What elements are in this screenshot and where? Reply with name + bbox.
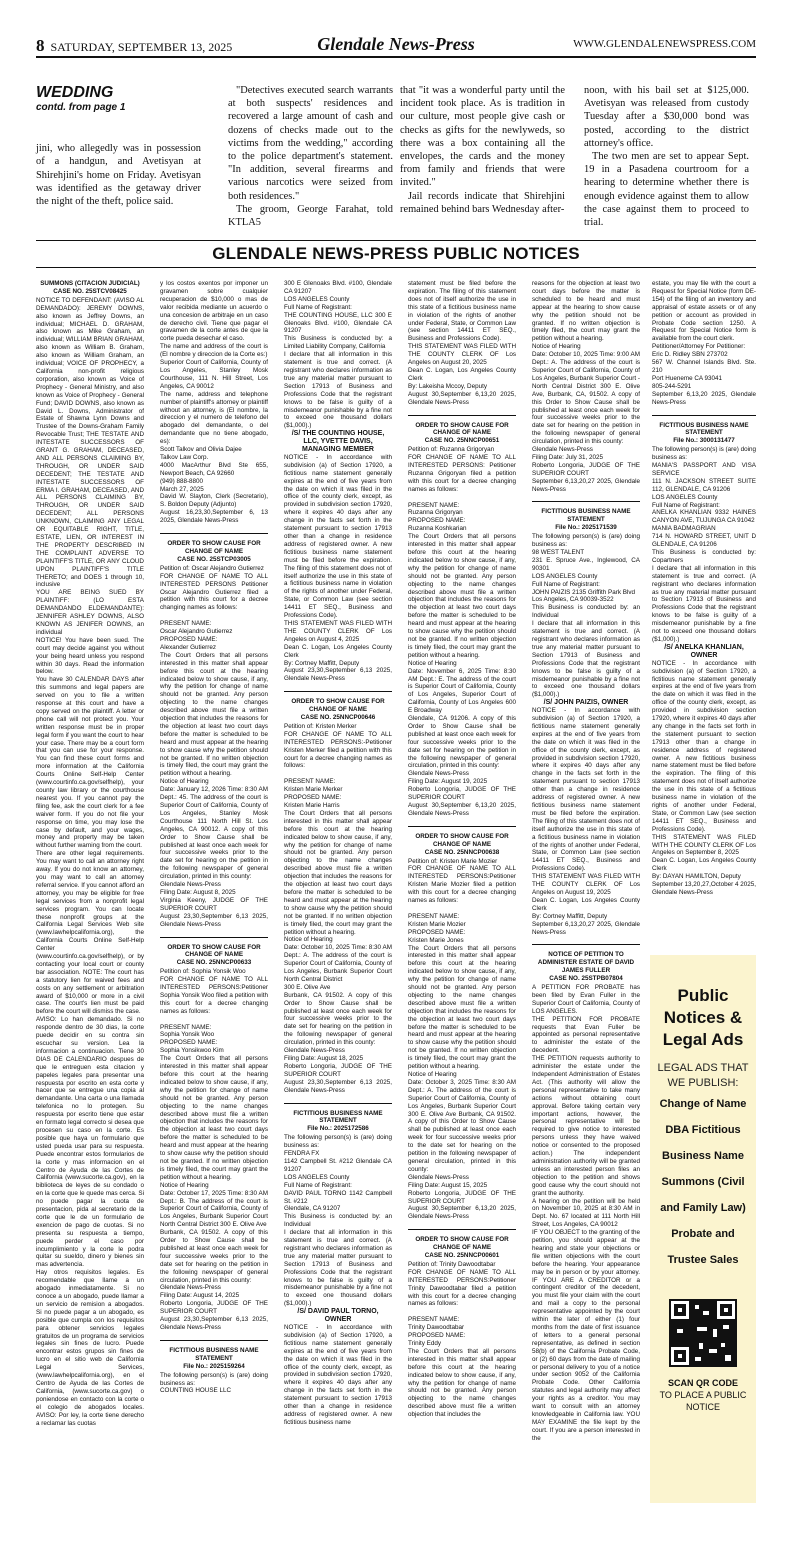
notice-fictitious-business xyxy=(160,1347,268,1395)
qr-finder xyxy=(671,1301,689,1319)
notice-divider xyxy=(652,415,756,416)
issue-date: SATURDAY, SEPTEMBER 13, 2025 xyxy=(50,40,233,54)
notice-summons-cont xyxy=(160,280,268,525)
notice-body: Petition of: Oscar Alejandro Gutierrez FOR CHANGE OF NAME TO ALL INTERESTED PERSONS Petitioner Oscar Alejandro Gutierrez filed a petition with this court for a decree changing names as follows: PRESENT NAME: Oscar Alejandro Gutierrez PROPOSED NAME: Alexander Gutierrez The Court Orders that all persons interested in this matter shall appear before this court at the hearing indicated below to show cause, if any, why the petition for change of name should not be granted. Any person objecting to the name changes described above must file a written objection that includes the reasons for the objection at least two court days before the matter is scheduled to be heard and must appear at the hearing to show cause why the petition should not be granted. If no written objection is timely filed, the court may grant the petition without a hearing. Notice of Hearing Date: January 12, 2026 Time: 8:30 AM Dept.: 45. The address of the court is Superior Court of California, County of Los Angeles, Stanley Mosk Courthouse 111 North Hill St. Los Angeles, CA 90012. A copy of this Order to Show Cause shall be published at least once each week for four successive weeks prior to the date set for hearing on the petition in the following newspaper of general circulation, printed in this county: Glendale News-Press Filing Date: August 8, 2025 Virginia Keeny, JUDGE OF THE SUPERIOR COURT August 23,30,September 6,13 2025, Glendale News-Press xyxy=(160,564,268,928)
qr-module xyxy=(709,1349,717,1353)
notice-body: 300 E Glenoaks Blvd. #100, Glendale CA 91207 LOS ANGELES County Full Name of Registrant: THE COUNTING HOUSE, LLC 300 E Glenoaks Blvd. #100, Glendale CA 91207 This Business is conducted by: a Limited Liability Company, California I declare that all information in this statement is true and correct. (A registrant who declares information as true any material matter pursuant to Section 17913 of Business and Professions Code that the registrant knows to be false is guilty of a misdemeanor punishable by a fine not to exceed one thousand dollars ($1,000).) xyxy=(284,280,392,430)
notice-body: A PETITION FOR PROBATE has been filed by Evan Fuller in the Superior Court of California, County of LOS ANGELES. THE PETITION FOR PROBATE requests that Evan Fuller be appointed as personal representative to administer the estate of the decedent. THE PETITION requests authority to administer the estate under the Independent Administration of Estates Act. (This authority will allow the personal representative to take many actions without obtaining court approval. Before taking certain very important actions, however, the personal representative will be required to give notice to interested persons unless they have waived notice or consented to the proposed action.) The independent administration authority will be granted unless an interested person files an objection to the petition and shows good cause why the court should not grant the authority. A hearing on the petition will be held on November 10, 2025 at 8:30 AM in Dept. No. 67 located at 111 North Hill Street, Los Angeles, CA 90012 IF YOU OBJECT to the granting of the petition, you should appear at the hearing and state your objections or file written objections with the court before the hearing. Your appearance may be in person or by your attorney. IF YOU ARE A CREDITOR or a contingent creditor of the decedent, you must file your claim with the court and mail a copy to the personal representative appointed by the court within the later of either (1) four months from the date of first issuance of letters to a general personal representative, as defined in section 58(b) of the California Probate Code, or (2) 60 days from the date of mailing or personal delivery to you of a notice under section 9052 of the California Probate Code. Other California statutes and legal authority may affect your rights as a creditor. You may want to consult with an attorney knowledgeable in California law. YOU MAY EXAMINE the file kept by the court. If you are a person interested in the xyxy=(532,984,640,1442)
story-continuation xyxy=(36,84,756,229)
promo-scan-text xyxy=(650,1377,756,1413)
notice-divider xyxy=(408,826,516,827)
qr-code-icon[interactable] xyxy=(669,1299,737,1367)
notice-divider xyxy=(532,944,640,945)
qr-module xyxy=(703,1311,709,1315)
notice-body: Petition of: Trinity Dawoodtabar FOR CHANGE OF NAME TO ALL INTERESTED PERSONS:Petitioner Trinity Dawoodtabar filed a petition with this court for a decree changing names as follows: PRESENT NAME: Trinity Dawoodtabar PROPOSED NAME: Trinity Eddy The Court Orders that all persons interested in this matter shall appear before this court at the hearing indicated below to show cause, if any, why the petition for change of name should not be granted. Any person objecting to the name changes described above must file a written objection that includes the xyxy=(408,1260,516,1419)
notice-title: ORDER TO SHOW CAUSE FOR CHANGE OF NAME CASE NO. 25NNCP00646 xyxy=(291,698,385,722)
story-col-3 xyxy=(400,84,565,216)
notice-fictitious-business xyxy=(652,422,756,897)
notice-divider xyxy=(160,1340,268,1341)
notice-title: FICTITIOUS BUSINESS NAME STATEMENT File No.: 2025172586 xyxy=(293,1109,383,1133)
story-paragraph: The groom, George Farahat, told KTLA5 xyxy=(228,203,393,229)
story-paragraph: jini, who allegedly was in possession of a handgun, and Avetisyan at Shirehjini's home on Friday. Avetisyan was identified as the getaway driver the night of the theft, police said. xyxy=(36,143,201,208)
notice-body: y los costos exentos por imponer un gravamen sobre cualquier recuperacion de $10,000 o mas de valor recibida mediante un acuerdo o una concesion de arbitraje en un caso de derecho civil. Tiene que pagar el gravamen de la corte antes de que la corte pueda desechar el caso. The name and address of the court is (El nombre y direccion de la Corte es:) Superior Court of California, County of Los Angeles, Stanley Mosk Courthouse, 111 N. Hill Street, Los Angeles, CA 90012 The name, address and telephone number of plaintiff's attorney or plaintiff without an attorney, is (El nombre, la direccion y el numero de telefono del abogado del demandante, o del demandante que no tiene abogado, es): Scott Talkov and Olivia Dajee Talkov Law Corp. 4000 MacArthur Blvd Ste 655, Newport Beach, CA 92660 (949) 888-8800 March 27, 2025 David W. Slayton, Clerk (Secretario), S. Boldon Deputy (Adjunto) August 16,23,30,September 6, 13 2025, Glendale News-Press xyxy=(160,280,268,525)
promo-item: and Family Law) xyxy=(660,1202,746,1214)
notice-divider xyxy=(408,1229,516,1230)
notice-body: reasons for the objection at least two court days before the matter is scheduled to be heard and must appear at the hearing to show cause why the petition should not be granted. If no written objection is timely filed, the court may grant the petition without a hearing. Notice of Hearing Date: October 10, 2025 Time: 9:00 AM Dept.: A. The address of the court is Superior Court of California, County of Los Angeles, Burbank Superior Court - North Central District 300 E. Olive Ave, Burbank, CA, 91502. A copy of this Order to Show Cause shall be published at least once each week for four successive weeks prior to the date set for hearing on the petition in the following newspaper of general circulation, printed in this county: Glendale News-Press Filing Date: July 31, 2025 Roberto Longoria, JUDGE OF THE SUPERIOR COURT September 6,13,20,27 2025, Glendale News-Press xyxy=(532,280,640,493)
notice-body: NOTICE - In accordance with subdivision (a) of Section 17920, a fictitious name statement generally expires at the end of five years from the date on which it was filed in the office of the county clerk, except, as provided in subdivision section 17920, where it expires 40 days after any change in the facts set forth in the statement pursuant to section 17913 other than a change in residence address of registered owner. A new fictitious business name statement must be filed before the expiration. The filing of this statement does not of itself authorize the use in this state of a fictitious business name in violation of the rights of another under Federal, State, or Common Law (see section 14411 ET SEQ., Business and Professions Code). THIS STATEMENT WAS FILED WITH THE COUNTY CLERK OF Los Angeles on September 8, 2025 Dean C. Logan, Los Angeles County Clerk By: DAYAN HAMILTON, Deputy September 13,20,27,October 4 2025, Glendale News-Press xyxy=(652,659,756,896)
notice-name-change xyxy=(408,1236,516,1419)
story-kicker: WEDDING xyxy=(36,84,114,101)
notice-title: ORDER TO SHOW CAUSE FOR CHANGE OF NAME CASE NO. 25NNCP00638 xyxy=(415,832,509,856)
notice-title: FICTITIOUS BUSINESS NAME STATEMENT File No.: 2025159264 xyxy=(169,1346,259,1370)
qr-module xyxy=(699,1343,703,1349)
notice-body: The following person(s) is (are) doing business as: COUNTING HOUSE LLC xyxy=(160,1371,268,1395)
qr-finder xyxy=(717,1301,735,1319)
promo-item: Change of Name xyxy=(659,1098,747,1110)
story-col-1 xyxy=(36,84,201,208)
notice-body: NOTICE TO DEFENDANT: (AVISO AL DEMANDADO): JEREMY DOWNS, also known as Jeffrey Downs, an individual; MICHAEL D. GRAHAM, also known as Mike Graham, an individual; WILLIAM BRIAN GRAHAM, also known as William B. Graham, also known as William Graham, an individual; VOICE OF PROPHECY, a California non-profit religious corporation, also known as Voice of Prophecy - General Ministry, and also known as Voice of Prophecy - General Fund; DAVID DOWNS, also known as David L. Downs, Administrator of Estate of Shawna Lynn Downs and Trustee of the Downs-Graham Family Revocable Trust; THE TESTATE AND INTESTATE SUCCESSORS OF GRANT G. GRAHAM, DECEASED, AND ALL PERSONS CLAIMING BY, THROUGH, OR UNDER SAID DECEDENT; THE TESTATE AND INTESTATE SUCCESSORS OF ERMA I. GRAHAM, DECEASED, AND ALL PERSONS CLAIMING BY, THROUGH, OR UNDER SAID DECEDENT; ALL PERSONS UNKNOWN, CLAIMING ANY LEGAL OR EQUITABLE RIGHT, TITLE, ESTATE, LIEN, OR INTEREST IN THE PROPERTY DESCRIBED IN THE COMPLAINT ADVERSE TO PLAINTIFF'S TITLE, OR ANY CLOUD UPON PLAINTIFF'S TITLE THERETO; and DOES 1 through 10, inclusive YOU ARE BEING SUED BY PLAINTIFF: (LO ESTA DEMANDANDO ELDEMANDANTE): JENNIFER ASHLEY DOWNS, ALSO KNOWN AS JENIFER DOWNS, an individual NOTICE! You have been sued. The court may decide against you without your being heard unless you respond within 30 days. Read the information below. You have 30 CALENDAR DAYS after this summons and legal papers are served on you to file a written response at this court and have a copy served on the plaintiff. A letter or phone call will not protect you. Your written response must be in proper legal form if you want the court to hear your case. There may be a court form that you can use for your response. You can find these court forms and more information at the California Courts Online Self-Help Center (www.courtinfo.ca.gov/selfhelp), your county law library or the courthouse nearest you. If you cannot pay the filing fee, ask the court clerk for a fee waiver form. If you do not file your response on time, you may lose the case by default, and your wages, money and property may be taken without further warning from the court. There are other legal requirements. You may want to call an attorney right away. If you do not know an attorney, you may want to call an attorney referral service. If you cannot afford an attorney, you may be eligible for free legal services from a nonprofit legal services program. You can locate these nonprofit groups at the California Legal Services Web site (www.lawhelpcalifornia.org), the California Courts Online Self-Help Center (www.courtinfo.ca.gov/selfhelp), or by contacting your local court or county bar association. NOTE: The court has a statutory lien for waived fees and costs on any settlement or arbitration award of $10,000 or more in a civil case. The court's lien must be paid before the court will dismiss the case. AVISO: Lo han demandado. Si no responde dentro de 30 dias, la corte puede decidir en su contra sin escuchar su version. Lea la informacion a continuacion. Tiene 30 DIAS DE CALENDARIO despues de que le entreguen esta citacion y papeles legales para presentar una respuesta por escrito en esta corte y hacer que se entregue una copia al demandante. Una carta o una llamada telefonica no lo protegen. Su respuesta por escrito tiene que estar en formato legal correcto si desea que procesen su caso en la corte. Es posible que haya un formulario que usted pueda usar para su respuesta. Puede encontrar estos formularios de la corte y mas informacion en el Centro de Ayuda de las Cortes de California (www.sucorte.ca.gov), en la biblioteca de leyes de su condado o en la corte que le quede mas cerca. Si no puede pagar la cuota de presentacion, pida al secretario de la corte que le de un formulario de exencion de pago de cuotas. Si no presenta su respuesta a tiempo, puede perder el caso por incumplimiento y la corte le podra quitar su sueldo, dinero y bienes sin mas advertencia. Hay otros requisitos legales. Es recomendable que llame a un abogado inmediatamente. Si no conoce a un abogado, puede llamar a un servicio de remision a abogados. Si no puede pagar a un abogado, es posible que cumpla con los requisitos para obtener servicios legales gratuitos de un programa de servicios legales sin fines de lucro. Puede encontrar estos grupos sin fines de lucro en el sitio web de California Legal Services, (www.lawhelpcalifornia.org), en el Centro de Ayuda de las Cortes de California, (www.sucorte.ca.gov) o poniendose en contacto con la corte o el colegio de abogados locales. AVISO: Por ley, la corte tiene derecho a reclamar las cuotas xyxy=(36,296,144,1427)
qr-module xyxy=(695,1357,701,1361)
masthead xyxy=(36,34,756,58)
notice-body: Petition of: Sophia Yonsik Woo FOR CHANGE OF NAME TO ALL INTERESTED PERSONS:Petitioner Sophia Yonsik Woo filed a petition with this court for a decree changing names as follows: PRESENT NAME: Sophia Yonsik Woo PROPOSED NAME: Sophia Yonsikwoo Kim The Court Orders that all persons interested in this matter shall appear before this court at the hearing indicated below to show cause, if any, why the petition for change of name should not be granted. Any person objecting to the name changes described above must file a written objection that includes the reasons for the objection at least two court days before the matter is scheduled to be heard and must appear at the hearing to show cause why the petition should not be granted. If no written objection is timely filed, the court may grant the petition without a hearing. Notice of Hearing Date: October 17, 2025 Time: 8:30 AM Dept.: B. The address of the court is Superior Court of California, County of Los Angeles, Burbank Superior Court North Central District 300 E. Olive Ave Burbank, CA 91502. A copy of this Order to Show Cause shall be published at least once each week for four successive weeks prior to the date set for hearing on the petition in the following newspaper of general circulation, printed in this county: Glendale News-Press Filing Date: August 14, 2025 Roberto Longoria, JUDGE OF THE SUPERIOR COURT August 23,30,September 6,13 2025, Glendale News-Press xyxy=(160,968,268,1331)
notice-divider xyxy=(284,1103,392,1104)
promo-item: DBA Fictitious xyxy=(665,1124,741,1136)
promo-item-list xyxy=(650,1091,756,1273)
promo-item: Business Name xyxy=(662,1150,744,1162)
notice-column-5 xyxy=(532,280,640,1451)
notice-fictitious-business xyxy=(284,1110,392,1427)
story-jump-line: contd. from page 1 xyxy=(36,102,126,113)
notice-name-change xyxy=(160,540,268,928)
notice-signature: /S/ DAVID PAUL TORNO, OWNER xyxy=(297,1308,379,1324)
notice-body: The following person(s) is (are) doing business as: 98 WEST TALENT 231 E. Spruce Ave., Inglewood, CA 90301 LOS ANGELES County Full Name of Registrant: JOHN PAIZIS 2135 Griffith Park Blvd Los Angeles, CA 90039-3522 This Business is conducted by: an Individual I declare that all information in this statement is true and correct. (A registrant who declares information as true any material matter pursuant to Section 17913 of Business and Professions Code that the registrant knows to be false is guilty of a misdemeanor punishable by a fine not to exceed one thousand dollars ($1,000).) xyxy=(532,533,640,699)
section-title: GLENDALE NEWS-PRESS PUBLIC NOTICES xyxy=(212,244,580,263)
notice-column-1 xyxy=(36,280,144,1435)
qr-module xyxy=(697,1327,707,1331)
notice-probate-cont xyxy=(652,280,756,407)
notice-body: Petition of: Kristen Merker FOR CHANGE OF NAME TO ALL INTERESTED PERSONS:-Petitioner Kristen Merker filed a petition with this court for a decree changing names as follows: PRESENT NAME: Kristen Marie Merker PROPOSED NAME: Kristen Marie Harris The Court Orders that all persons interested in this matter shall appear before this court at the hearing indicated below to show cause, if any, why the petition for change of name should not be granted. Any person objecting to the name changes described above must file a written objection that includes the reasons for the objection at least two court days before the matter is scheduled to be heard and must appear at the hearing to show cause why the petition should not be granted. If no written objection is timely filed, the court may grant the petition without a hearing. Notice of Hearing Date: October 10, 2025 Time: 8:30 AM Dept.: A. The address of the court is Superior Court of California, County of Los Angeles, Burbank Superior Court North Central District 300 E. Olive Ave Burbank, CA 91502. A copy of this Order to Show Cause shall be published at least once each week for four successive weeks prior to the date set for hearing on the petition in the following newspaper of general circulation, printed in this county: Glendale News-Press Filing Date: August 18, 2025 Roberto Longoria, JUDGE OF THE SUPERIOR COURT August 23,30,September 6,13 2025, Glendale News-Press xyxy=(284,722,392,1094)
notice-body: NOTICE - In accordance with subdivision (a) of Section 17920, a fictitious name statement generally expires at the end of five years from the date on which it was filed in the office of the county clerk, except, as provided in subdivision section 17920, where it expires 40 days after any change in the facts set forth in the statement pursuant to section 17913 other than a change in residence address of registered owner. A new fictitious business name statement must be filed before the expiration. The filing of this statement does not of itself authorize the use in this state of a fictitious business name in violation of the rights of another under Federal, State, or Common Law (see section 14411 ET SEQ., Business and Professions Code). THIS STATEMENT WAS FILED WITH THE COUNTY CLERK OF Los Angeles on August 4, 2025 Dean C. Logan, Los Angeles County Clerk By: Cortney Maffitt, Deputy August 23,30,September 6,13 2025, Glendale News-Press xyxy=(284,453,392,683)
notice-divider xyxy=(284,691,392,692)
notice-body: statement must be filed before the expiration. The filing of this statement does not of itself authorize the use in this state of a fictitious business name in violation of the rights of another under Federal, State, or Common Law (see section 14411 ET SEQ., Business and Professions Code). THIS STATEMENT WAS FILED WITH THE COUNTY CLERK OF Los Angeles on August 20, 2025 Dean C. Logan, Los Angeles County Clerk By: Lakeisha Mccoy, Deputy August 30,September 6,13,20 2025, Glendale News-Press xyxy=(408,280,516,406)
notice-body: The following person(s) is (are) doing business as: MANIA'S PASSPORT AND VISA SERVICE 111 N. JACKSON STREET SUITE 112, GLENDALE, CA 91206 LOS ANGELES County Full Name of Registrant: ANELKA KHANLIAN 9332 HAINES CANYON AVE, TUJUNGA CA 91042 MANIA BADMAGRIAN 714 N. HOWARD STREET, UNIT D GLENDALE, CA 91206 This Business is conducted by: Copartners I declare that all information in this statement is true and correct. (A registrant who declares information as true any material matter pursuant to Section 17913 of Business and Professions Code that the registrant knows to be false is guilty of a misdemeanor punishable by a fine not to exceed one thousand dollars ($1,000).) xyxy=(652,446,756,643)
notice-title: NOTICE OF PETITION TO ADMINISTER ESTATE OF DAVID JAMES FULLER CASE NO. 25STPB07804 xyxy=(537,951,635,983)
notice-fictitious-business-cont xyxy=(284,280,392,683)
story-paragraph: "Detectives executed search warrants at both suspects' residences and recovered a large amount of cash and dozens of checks made out to the victims from the wedding," according to the police department's statement. "In addition, several firearms and various narcotics were seized from both residences." xyxy=(228,85,393,202)
story-col-2 xyxy=(228,84,393,229)
notice-column-2 xyxy=(160,280,268,1403)
notice-column-3 xyxy=(284,280,392,1435)
promo-item: Trustee Sales xyxy=(667,1254,739,1266)
public-notices-header xyxy=(36,240,756,268)
story-paragraph: noon, with his bail set at $125,000. Avetisyan was released from custody Tuesday after a $30,000 bond was posted, according to the district attorney's office. xyxy=(584,85,749,149)
promo-lead: LEGAL ADS THAT WE PUBLISH: xyxy=(657,1062,749,1089)
qr-module xyxy=(723,1325,729,1329)
notice-divider xyxy=(160,937,268,938)
qr-module xyxy=(721,1343,725,1347)
notice-fictitious-business xyxy=(532,508,640,936)
notice-title: ORDER TO SHOW CAUSE FOR CHANGE OF NAME CASE NO. 25NNCP00601 xyxy=(415,1236,509,1260)
page-number: 8 xyxy=(36,36,45,55)
promo-item: Summons (Civil xyxy=(661,1176,745,1188)
notice-name-change xyxy=(284,698,392,1094)
notice-name-change xyxy=(160,944,268,1332)
qr-module xyxy=(725,1355,731,1361)
newspaper-title: Glendale News-Press xyxy=(317,34,475,54)
notice-body: Petition of: Kristen Marie Mozier FOR CHANGE OF NAME TO ALL INTERESTED PERSONS:Petitioner Kristen Marie Mozier filed a petition with this court for a decree changing names as follows: PRESENT NAME: Kristen Marie Mozier PROPOSED NAME: Kristen Marie Jones The Court Orders that all persons interested in this matter shall appear before this court at the hearing indicated below to show cause, if any, why the petition for change of name should not be granted. Any person objecting to the name changes described above must file a written objection that includes the reasons for the objection at least two court days before the matter is scheduled to be heard and must appear at the hearing to show cause why the petition should not be granted. If no written objection is timely filed, the court may grant the petition without a hearing. Notice of Hearing Date: October 3, 2025 Time: 8:30 AM Dept.: A. The address of the court is Superior Court of California, County of Los Angeles, Burbank Superior Court 300 E. Olive Ave Burbank, CA 91502. A copy of this Order to Show Cause shall be published at least once each week for four successive weeks prior to the date set for hearing on the petition in the following newspaper of general circulation, printed in this county: Glendale News-Press Filing Date: August 15, 2025 Roberto Longoria, JUDGE OF THE SUPERIOR COURT August 30,September 6,13,20 2025, Glendale News-Press xyxy=(408,857,516,1221)
notice-body: estate, you may file with the court a Request for Special Notice (form DE-154) of the filing of an inventory and appraisal of estate assets or of any petition or account as provided in Probate Code section 1250. A Request for Special Notice form is available from the court clerk. Petitioner/Attorney For Petitioner: Eric D. Ridley SBN 273702 567 W. Channel Islands Blvd. Ste. 210 Port Hueneme CA 93041 805-244-5291 September 6,13,20 2025, Glendale News-Press xyxy=(652,280,756,406)
notice-name-change xyxy=(408,833,516,1221)
notice-column-6 xyxy=(652,280,756,905)
notice-name-change xyxy=(408,422,516,818)
notice-summons xyxy=(36,280,144,1427)
notice-name-change-cont xyxy=(532,280,640,493)
notice-title: FICTITIOUS BUSINESS NAME STATEMENT File No.: 2025171539 xyxy=(541,508,631,532)
scan-qr-subtext: TO PLACE A PUBLIC NOTICE xyxy=(659,1390,747,1412)
legal-ads-promo xyxy=(650,955,756,1503)
notice-divider xyxy=(532,501,640,502)
website-url[interactable]: WWW.GLENDALENEWSPRESS.COM xyxy=(573,38,756,50)
notice-divider xyxy=(160,533,268,534)
notice-divider xyxy=(408,415,516,416)
promo-item: Probate and xyxy=(671,1228,735,1240)
story-col-4 xyxy=(584,84,749,229)
notice-signature: /S/ THE COUNTING HOUSE, LLC, YVETTE DAVIS, MANAGING MEMBER xyxy=(291,430,385,454)
notice-title: ORDER TO SHOW CAUSE FOR CHANGE OF NAME CASE NO. 25NNCP00651 xyxy=(415,421,509,445)
notice-body: The following person(s) is (are) doing business as: FENDRA FX 1142 Campbell St. #212 Glendale CA 91207 LOS ANGELES County Full Name of Registrant: DAVID PAUL TORNO 1142 Campbell St. #212 Glendale, CA 91207 This Business is conducted by: an Individual I declare that all information in this statement is true and correct. (A registrant who declares information as true any material matter pursuant to Section 17913 of Business and Professions Code that the registrant knows to be false is guilty of a misdemeanor punishable by a fine not to exceed one thousand dollars ($1,000).) xyxy=(284,1134,392,1308)
notice-body: NOTICE - In accordance with subdivision (a) of Section 17920, a fictitious name statement generally expires at the end of five years from the date on which it was filed in the office of the county clerk, except, as provided in subdivision section 17920, where it expires 40 days after any change in the facts set forth in the statement pursuant to section 17913 other than a change in residence address of registered owner. A new fictitious business name xyxy=(284,1324,394,1426)
notice-title: ORDER TO SHOW CAUSE FOR CHANGE OF NAME CASE NO. 25NNCP00633 xyxy=(167,943,261,967)
notice-title: ORDER TO SHOW CAUSE FOR CHANGE OF NAME CASE NO. 25STCP03005 xyxy=(167,540,261,563)
notice-body: Petition of: Ruzanna Grigoryan FOR CHANGE OF NAME TO ALL INTERESTED PERSONS: Petitioner Ruzanna Grigoryan filed a petition with this court for a decree changing names as follows: PRESENT NAME: Ruzanna Grigoryan PROPOSED NAME: Ruzanna Koshkarian The Court Orders that all persons interested in this matter shall appear before this court at the hearing indicated below to show cause, if any, why the petition for change of name should not be granted. Any person objecting to the name changes described above must file a written objection that includes the reasons for the objection at least two court days before the matter is scheduled to be heard and must appear at the hearing to show cause why the petition should not be granted. If no written objection is timely filed, the court may grant the petition without a hearing. Notice of Hearing Date: November 6, 2025 Time: 8:30 AM Dept.: E. The address of the court is Superior Court of California, County of Los Angeles, Superior Court of California, County of Los Angeles 600 E Broadway Glendale, CA 91206. A copy of this Order to Show Cause shall be published at least once each week for four successive weeks prior to the date set for hearing on the petition in the following newspaper of general circulation, printed in this county: Glendale News-Press Filing Date: August 19, 2025 Roberto Longoria, JUDGE OF THE SUPERIOR COURT August 30,September 6,13,20 2025, Glendale News-Press xyxy=(408,446,516,817)
notice-fictitious-business-cont xyxy=(408,280,516,407)
story-paragraph: Jail records indicate that Shirehjini remained behind bars Wednesday after- xyxy=(400,190,565,215)
story-paragraph: that "it was a wonderful party until the incident took place. As is tradition in our culture, most people give cash or checks as gifts for the newlyweds, so there was a box containing all the envelopes, the cards and the money from family and friends that were invited." xyxy=(400,85,565,189)
qr-module xyxy=(677,1329,683,1333)
notice-signature: /S/ JOHN PAIZIS, OWNER xyxy=(543,699,629,707)
notice-body: NOTICE - In accordance with subdivision (a) of Section 17920, a fictitious name statement generally expires at the end of five years from the date on which it was filed in the office of the county clerk, except, as provided in subdivision section 17920, where it expires 40 days after any change in the facts set forth in the statement pursuant to section 17913 other than a change in residence address of registered owner. A new fictitious business name statement must be filed before the expiration. The filing of this statement does not of itself authorize the use in this state of a fictitious business name in violation of the rights of another under Federal, State, or Common Law (see section 14411 ET SEQ., Business and Professions Code). THIS STATEMENT WAS FILED WITH THE COUNTY CLERK OF Los Angeles on August 19, 2025 Dean C. Logan, Los Angeles County Clerk By: Cortney Maffitt, Deputy September 6,13,20,27 2025, Glendale News-Press xyxy=(532,707,640,936)
notice-signature: /S/ ANELKA KHANLIAN, OWNER xyxy=(664,643,744,659)
promo-headline: Public Notices & Legal Ads xyxy=(662,986,744,1049)
scan-qr-label: SCAN QR CODE xyxy=(667,1378,738,1388)
notice-title: SUMMONS (CITACION JUDICIAL) CASE NO. 25STCV08425 xyxy=(40,280,140,295)
qr-module xyxy=(695,1305,699,1309)
notice-column-4 xyxy=(408,280,516,1427)
qr-module xyxy=(713,1329,717,1337)
qr-finder xyxy=(671,1347,689,1365)
notice-title: FICTITIOUS BUSINESS NAME STATEMENT File No.: 3000131477 xyxy=(659,421,749,445)
notice-probate xyxy=(532,951,640,1442)
story-paragraph: The two men are set to appear Sept. 19 in a Pasadena courtroom for a hearing to determine whether there is enough evidence against them to allow the case against them to proceed to trial. xyxy=(584,151,749,229)
